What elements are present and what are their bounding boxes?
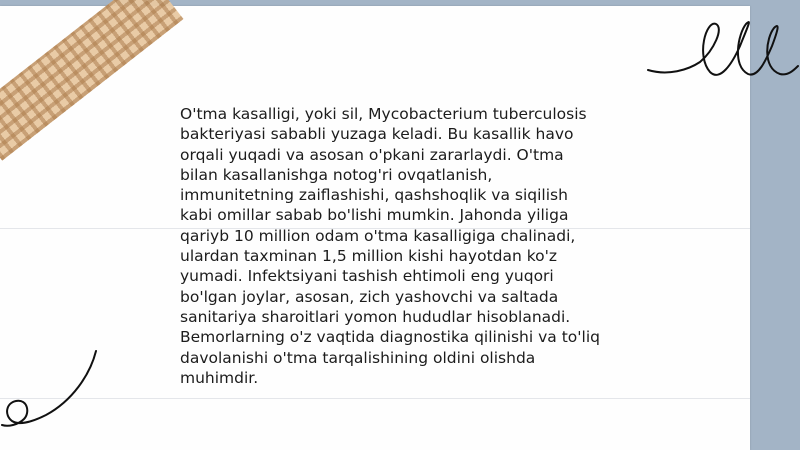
curl-scribble-icon xyxy=(0,345,110,435)
loop-scribble-icon xyxy=(640,10,800,85)
body-paragraph: O'tma kasalligi, yoki sil, Mycobacterium tuberculosis bakteriyasi sababli yuzaga keladi. Bu kasallik havo orqali yuqadi va asosan o'pkani zararlaydi. O'tma bilan kasallanishga notog'ri ovqatlanish, immunitetning zaiflashishi, qashshoqlik va siqilish kabi omillar sabab bo'lishi mumkin. Jahonda yiliga qariyb 10 million odam o'tma kasalligiga chalinadi, ulardan taxminan 1,5 million kishi hayotdan ko'z yumadi. Infektsiyani tashish ehtimoli eng yuqori bo'lgan joylar, asosan, zich yashovchi va saltada sanitariya sharoitlari yomon hududlar hisoblanadi. Bemorlarning o'z vaqtida diagnostika qilinishi va to'liq davolanishi o'tma tarqalishining oldini olishda muhimdir. xyxy=(180,105,600,387)
ruled-line xyxy=(0,398,750,399)
